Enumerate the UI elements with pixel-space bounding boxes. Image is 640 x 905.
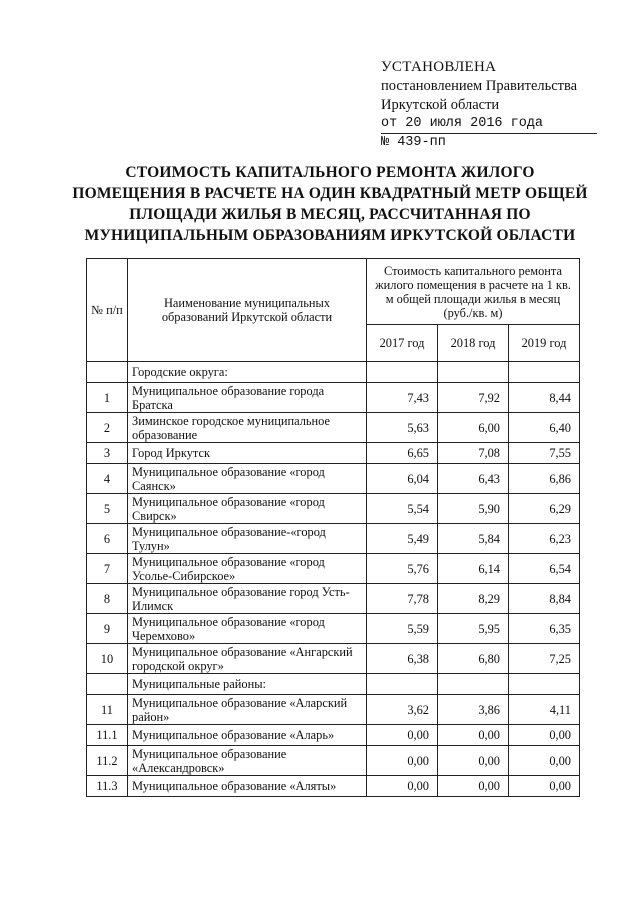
row-value-2019: 0,00 bbox=[509, 776, 580, 797]
approval-number: № 439-пп bbox=[381, 135, 446, 150]
row-name: Муниципальное образование «город Черемхово» bbox=[128, 614, 367, 644]
row-number: 11.1 bbox=[87, 725, 128, 746]
cost-table bbox=[86, 258, 580, 797]
header-name: Наименование муниципальных образований Иркутской области bbox=[128, 259, 367, 362]
header-cost: Стоимость капитального ремонта жилого помещения в расчете на 1 кв. м общей площади жилья в месяц (руб./кв. м) bbox=[367, 259, 580, 325]
table-section-row bbox=[87, 362, 580, 383]
row-value-2019: 7,25 bbox=[509, 644, 580, 674]
row-value-2019: 6,35 bbox=[509, 614, 580, 644]
table-row bbox=[87, 776, 580, 797]
table-row bbox=[87, 725, 580, 746]
row-value-2019: 8,44 bbox=[509, 383, 580, 413]
row-value-2019: 0,00 bbox=[509, 746, 580, 776]
table-row bbox=[87, 554, 580, 584]
approval-heading: УСТАНОВЛЕНА bbox=[381, 59, 497, 75]
row-number: 3 bbox=[87, 443, 128, 464]
row-value-2017: 6,38 bbox=[367, 644, 438, 674]
row-value-2018: 8,29 bbox=[438, 584, 509, 614]
row-value-2017: 5,76 bbox=[367, 554, 438, 584]
table-row bbox=[87, 644, 580, 674]
row-value-2018: 7,08 bbox=[438, 443, 509, 464]
row-number: 6 bbox=[87, 524, 128, 554]
row-number: 1 bbox=[87, 383, 128, 413]
row-name: Муниципальное образование «город Саянск» bbox=[128, 464, 367, 494]
row-name: Муниципальное образование «Аляты» bbox=[128, 776, 367, 797]
row-number: 11 bbox=[87, 695, 128, 725]
row-value-2017: 5,49 bbox=[367, 524, 438, 554]
row-value-2018 bbox=[438, 362, 509, 383]
row-name: Муниципальное образование «город Свирск» bbox=[128, 494, 367, 524]
row-value-2018: 0,00 bbox=[438, 725, 509, 746]
row-value-2019 bbox=[509, 362, 580, 383]
row-number: 11.2 bbox=[87, 746, 128, 776]
row-name: Зиминское городское муниципальное образование bbox=[128, 413, 367, 443]
document-title bbox=[60, 162, 600, 246]
row-number: 9 bbox=[87, 614, 128, 644]
approval-region: Иркутской области bbox=[381, 97, 500, 113]
row-name: Муниципальные районы: bbox=[128, 674, 367, 695]
row-value-2017: 3,62 bbox=[367, 695, 438, 725]
table-row bbox=[87, 524, 580, 554]
table-row bbox=[87, 443, 580, 464]
title-line-4: МУНИЦИПАЛЬНЫМ ОБРАЗОВАНИЯМ ИРКУТСКОЙ ОБЛАСТИ bbox=[84, 227, 576, 244]
row-name: Муниципальное образование «Александровск» bbox=[128, 746, 367, 776]
row-value-2019: 0,00 bbox=[509, 725, 580, 746]
row-value-2017: 6,04 bbox=[367, 464, 438, 494]
row-name: Муниципальное образование-«город Тулун» bbox=[128, 524, 367, 554]
row-value-2017: 5,63 bbox=[367, 413, 438, 443]
row-name: Муниципальное образование город Усть-Илимск bbox=[128, 584, 367, 614]
table-section-row bbox=[87, 674, 580, 695]
table-row bbox=[87, 413, 580, 443]
title-line-1: СТОИМОСТЬ КАПИТАЛЬНОГО РЕМОНТА ЖИЛОГО bbox=[125, 164, 535, 181]
row-value-2018: 6,00 bbox=[438, 413, 509, 443]
row-value-2017: 0,00 bbox=[367, 746, 438, 776]
row-value-2018: 5,95 bbox=[438, 614, 509, 644]
table-row bbox=[87, 614, 580, 644]
header-year-2018: 2018 год bbox=[438, 325, 509, 362]
row-value-2019: 6,40 bbox=[509, 413, 580, 443]
row-number: 8 bbox=[87, 584, 128, 614]
table-row bbox=[87, 695, 580, 725]
row-number: 10 bbox=[87, 644, 128, 674]
title-line-3: ПЛОЩАДИ ЖИЛЬЯ В МЕСЯЦ, РАССЧИТАННАЯ ПО bbox=[129, 206, 531, 223]
row-number: 7 bbox=[87, 554, 128, 584]
table-row bbox=[87, 584, 580, 614]
row-value-2018: 0,00 bbox=[438, 746, 509, 776]
approval-date: от 20 июля 2016 года bbox=[381, 115, 597, 134]
row-number: 5 bbox=[87, 494, 128, 524]
row-number: 2 bbox=[87, 413, 128, 443]
row-value-2019: 7,55 bbox=[509, 443, 580, 464]
row-value-2017: 0,00 bbox=[367, 725, 438, 746]
row-name: Город Иркутск bbox=[128, 443, 367, 464]
row-value-2019: 8,84 bbox=[509, 584, 580, 614]
header-number: № п/п bbox=[87, 259, 128, 362]
header-year-2019: 2019 год bbox=[509, 325, 580, 362]
row-value-2018 bbox=[438, 674, 509, 695]
row-value-2017: 6,65 bbox=[367, 443, 438, 464]
row-number: 11.3 bbox=[87, 776, 128, 797]
row-value-2019: 6,86 bbox=[509, 464, 580, 494]
row-number bbox=[87, 362, 128, 383]
row-value-2018: 3,86 bbox=[438, 695, 509, 725]
table-row bbox=[87, 464, 580, 494]
table-row bbox=[87, 746, 580, 776]
row-name: Муниципальное образование «Аларский район» bbox=[128, 695, 367, 725]
row-value-2019: 6,23 bbox=[509, 524, 580, 554]
row-value-2018: 5,90 bbox=[438, 494, 509, 524]
row-value-2018: 6,43 bbox=[438, 464, 509, 494]
row-value-2017: 7,78 bbox=[367, 584, 438, 614]
approval-decree: постановлением Правительства bbox=[381, 78, 578, 94]
table-body bbox=[87, 362, 580, 797]
row-value-2017: 5,59 bbox=[367, 614, 438, 644]
row-value-2019: 4,11 bbox=[509, 695, 580, 725]
table-row bbox=[87, 383, 580, 413]
row-name: Муниципальное образование «Аларь» bbox=[128, 725, 367, 746]
approval-stamp bbox=[381, 58, 597, 152]
row-name: Городские округа: bbox=[128, 362, 367, 383]
table-row bbox=[87, 494, 580, 524]
row-value-2019: 6,54 bbox=[509, 554, 580, 584]
row-value-2017: 5,54 bbox=[367, 494, 438, 524]
row-value-2019 bbox=[509, 674, 580, 695]
row-value-2018: 6,14 bbox=[438, 554, 509, 584]
row-value-2018: 7,92 bbox=[438, 383, 509, 413]
row-name: Муниципальное образование «город Усолье-Сибирское» bbox=[128, 554, 367, 584]
row-value-2017: 7,43 bbox=[367, 383, 438, 413]
row-value-2018: 6,80 bbox=[438, 644, 509, 674]
row-value-2019: 6,29 bbox=[509, 494, 580, 524]
header-year-2017: 2017 год bbox=[367, 325, 438, 362]
row-number bbox=[87, 674, 128, 695]
row-name: Муниципальное образование города Братска bbox=[128, 383, 367, 413]
row-value-2018: 0,00 bbox=[438, 776, 509, 797]
row-value-2017: 0,00 bbox=[367, 776, 438, 797]
row-value-2017 bbox=[367, 674, 438, 695]
row-value-2017 bbox=[367, 362, 438, 383]
row-value-2018: 5,84 bbox=[438, 524, 509, 554]
title-line-2: ПОМЕЩЕНИЯ В РАСЧЕТЕ НА ОДИН КВАДРАТНЫЙ МЕТР ОБЩЕЙ bbox=[72, 185, 588, 202]
row-name: Муниципальное образование «Ангарский городской округ» bbox=[128, 644, 367, 674]
row-number: 4 bbox=[87, 464, 128, 494]
